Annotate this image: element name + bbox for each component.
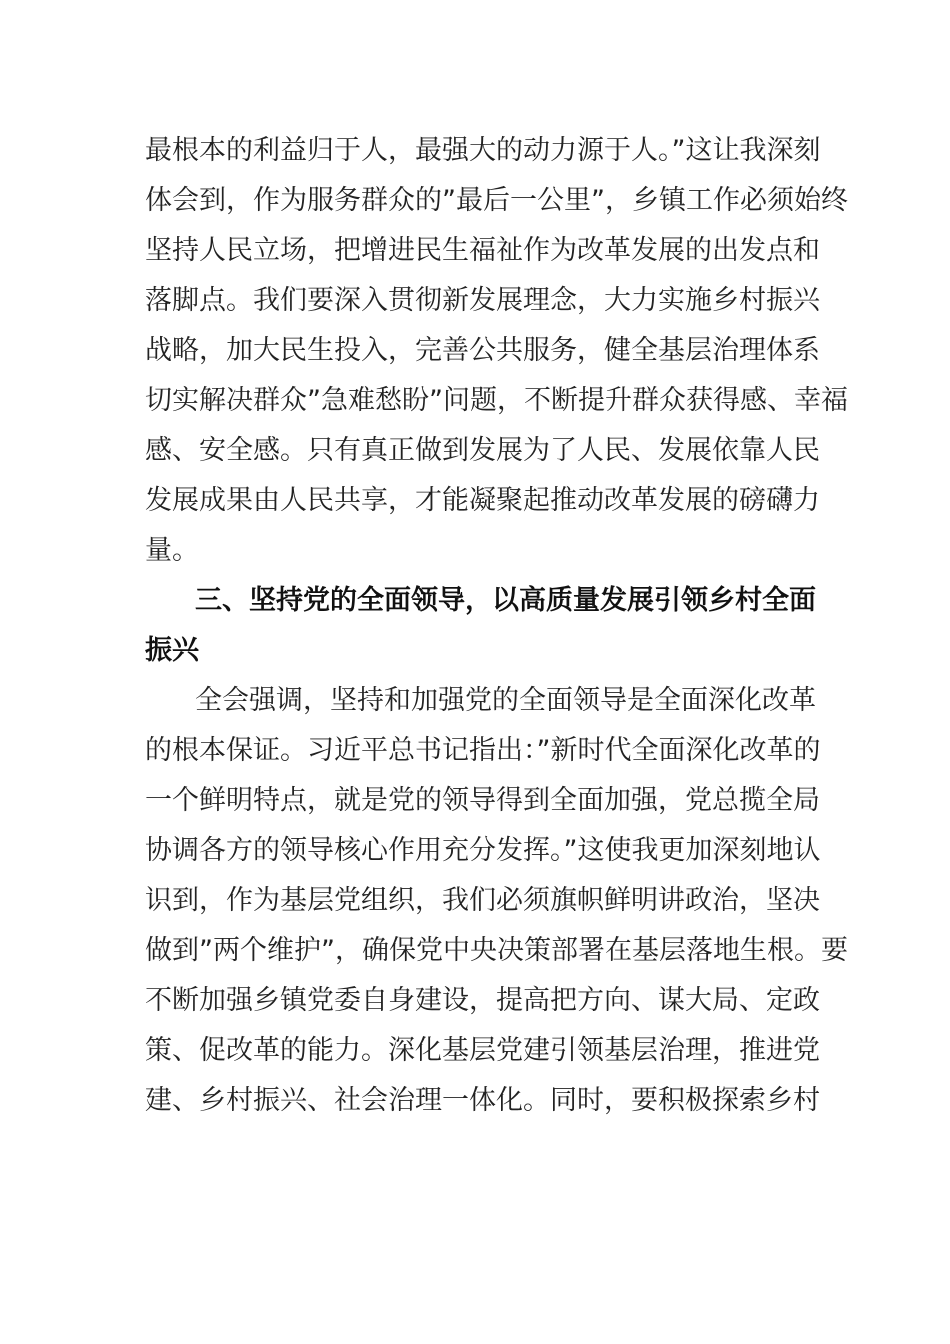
paragraph-line: 一个鲜明特点，就是党的领导得到全面加强，党总揽全局 xyxy=(145,785,820,816)
paragraph-line: 体会到，作为服务群众的”最后一公里”，乡镇工作必须始终 xyxy=(145,185,848,216)
paragraph-line: 发展成果由人民共享，才能凝聚起推动改革发展的磅礴力 xyxy=(145,485,820,516)
paragraph-line: 最根本的利益归于人，最强大的动力源于人。”这让我深刻 xyxy=(145,135,821,166)
paragraph-line: 战略，加大民生投入，完善公共服务，健全基层治理体系 xyxy=(145,335,820,366)
paragraph-1 xyxy=(145,126,848,576)
paragraph-line: 不断加强乡镇党委自身建设，提高把方向、谋大局、定政 xyxy=(145,985,820,1016)
paragraph-line: 做到”两个维护”，确保党中央决策部署在基层落地生根。要 xyxy=(145,935,848,966)
section-heading-3 xyxy=(145,576,816,676)
paragraph-line: 全会强调，坚持和加强党的全面领导是全面深化改革 xyxy=(195,685,816,716)
paragraph-line: 协调各方的领导核心作用充分发挥。”这使我更加深刻地认 xyxy=(145,835,821,866)
paragraph-line: 识到，作为基层党组织，我们必须旗帜鲜明讲政治，坚决 xyxy=(145,885,820,916)
paragraph-line: 建、乡村振兴、社会治理一体化。同时，要积极探索乡村 xyxy=(145,1085,820,1116)
paragraph-line: 的根本保证。习近平总书记指出：”新时代全面深化改革的 xyxy=(145,735,821,766)
heading-line: 三、坚持党的全面领导，以高质量发展引领乡村全面 xyxy=(195,585,816,616)
paragraph-line: 落脚点。我们要深入贯彻新发展理念，大力实施乡村振兴 xyxy=(145,285,820,316)
paragraph-line: 量。 xyxy=(145,535,199,566)
heading-line: 振兴 xyxy=(145,635,199,666)
paragraph-line: 坚持人民立场，把增进民生福祉作为改革发展的出发点和 xyxy=(145,235,820,266)
document-body xyxy=(145,126,848,1126)
paragraph-2 xyxy=(145,676,848,1126)
paragraph-line: 感、安全感。只有真正做到发展为了人民、发展依靠人民 xyxy=(145,435,820,466)
paragraph-line: 策、促改革的能力。深化基层党建引领基层治理，推进党 xyxy=(145,1035,820,1066)
paragraph-line: 切实解决群众”急难愁盼”问题，不断提升群众获得感、幸福 xyxy=(145,385,848,416)
